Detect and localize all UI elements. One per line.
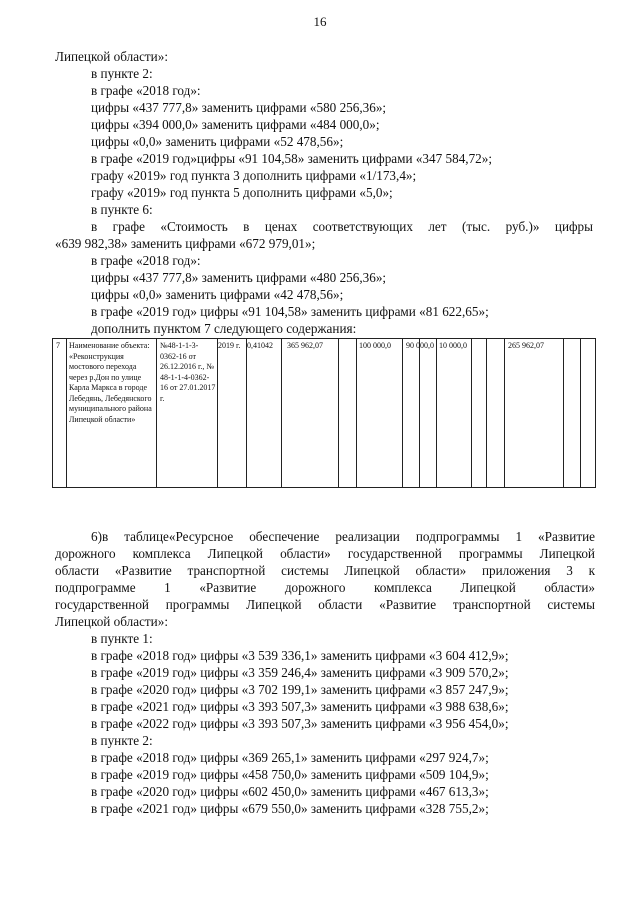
year-cell: 2019 г.	[218, 341, 241, 350]
text-line: цифры «0,0» заменить цифрами «52 478,56»;	[91, 134, 344, 149]
text-line: цифры «437 777,8» заменить цифрами «580 256,36»;	[91, 100, 387, 115]
text-line: в пункте 2:	[91, 733, 153, 748]
text-line: в графе «2018 год» цифры «369 265,1» заменить цифрами «297 924,7»;	[91, 750, 489, 765]
text-line: цифры «0,0» заменить цифрами «42 478,56»;	[91, 287, 344, 302]
text-line: в пункте 1:	[91, 631, 153, 646]
value-cell-1: 100 000,0	[359, 341, 391, 350]
value-cell-3: 10 000,0	[439, 341, 467, 350]
table-column-divider	[471, 339, 472, 487]
table-column-divider	[580, 339, 581, 487]
table-column-divider	[217, 339, 218, 487]
power-cell: 0,41042	[247, 341, 273, 350]
text-line: 6)в таблице«Ресурсное обеспечение реализации подпрограммы 1 «Развитие	[91, 529, 595, 544]
table-column-divider	[402, 339, 403, 487]
text-line: в графе «2021 год» цифры «3 393 507,3» заменить цифрами «3 988 638,6»;	[91, 699, 509, 714]
table-column-divider	[419, 339, 420, 487]
text-line: в графе «2021 год» цифры «679 550,0» заменить цифрами «328 755,2»;	[91, 801, 489, 816]
text-line: «639 982,38» заменить цифрами «672 979,01»;	[55, 236, 316, 251]
text-line: графу «2019» год пункта 5 дополнить цифрами «5,0»;	[91, 185, 393, 200]
text-line: государственной программы Липецкой области «Развитие транспортной системы	[55, 597, 595, 612]
text-line: дополнить пунктом 7 следующего содержания:	[91, 321, 357, 336]
text-line: области «Развитие транспортной системы Липецкой области» приложения 3 к	[55, 563, 595, 578]
table-column-divider	[563, 339, 564, 487]
text-line: в графе «2019 год»цифры «91 104,58» заменить цифрами «347 584,72»;	[91, 151, 493, 166]
text-line: Липецкой области»:	[55, 49, 168, 64]
text-line: дорожного комплекса Липецкой области» государственной программы Липецкой	[55, 546, 595, 561]
project-docs: №48-1-1-3-0362-16 от 26.12.2016 г., № 48-1-1-4-0362-16 от 27.01.2017 г.	[160, 341, 216, 403]
table-column-divider	[486, 339, 487, 487]
text-line: в графе «Стоимость в ценах соответствующих лет (тыс. руб.)» цифры	[91, 219, 593, 234]
text-line: в графе «2022 год» цифры «3 393 507,3» заменить цифрами «3 956 454,0»;	[91, 716, 509, 731]
row-number: 7	[56, 341, 60, 350]
table-column-divider	[246, 339, 247, 487]
text-line: в пункте 2:	[91, 66, 153, 81]
text-line: в графе «2018 год»:	[91, 253, 201, 268]
text-line: цифры «437 777,8» заменить цифрами «480 256,36»;	[91, 270, 387, 285]
value-cell-2: 90 000,0	[406, 341, 434, 350]
table-column-divider	[504, 339, 505, 487]
table-column-divider	[338, 339, 339, 487]
total-cell: 265 962,07	[508, 341, 544, 350]
text-line: в графе «2019 год» цифры «3 359 246,4» заменить цифрами «3 909 570,2»;	[91, 665, 509, 680]
text-line: подпрограмме 1 «Развитие дорожного комплекса Липецкой области»	[55, 580, 595, 595]
text-line: в графе «2018 год»:	[91, 83, 201, 98]
text-line: Липецкой области»:	[55, 614, 168, 629]
table-column-divider	[281, 339, 282, 487]
text-line: в пункте 6:	[91, 202, 153, 217]
table-column-divider	[436, 339, 437, 487]
table-column-divider	[356, 339, 357, 487]
object-name: Наименование объекта: «Реконструкция мостового перехода через р.Дон по улице Карла Маркса в городе Лебедянь, Лебедянского муниципального района Липецкой области»	[69, 341, 152, 424]
text-line: в графе «2018 год» цифры «3 539 336,1» заменить цифрами «3 604 412,9»;	[91, 648, 509, 663]
text-line: в графе «2019 год» цифры «91 104,58» заменить цифрами «81 622,65»;	[91, 304, 489, 319]
table-column-divider	[156, 339, 157, 487]
text-line: в графе «2020 год» цифры «3 702 199,1» заменить цифрами «3 857 247,9»;	[91, 682, 509, 697]
text-line: в графе «2020 год» цифры «602 450,0» заменить цифрами «467 613,3»;	[91, 784, 489, 799]
text-line: в графе «2019 год» цифры «458 750,0» заменить цифрами «509 104,9»;	[91, 767, 489, 782]
object-table	[52, 338, 596, 488]
cost-cell: 365 962,07	[287, 341, 323, 350]
text-line: цифры «394 000,0» заменить цифрами «484 000,0»;	[91, 117, 380, 132]
text-line: графу «2019» год пункта 3 дополнить цифрами «1/173,4»;	[91, 168, 417, 183]
table-column-divider	[66, 339, 67, 487]
page-number: 16	[313, 14, 327, 29]
